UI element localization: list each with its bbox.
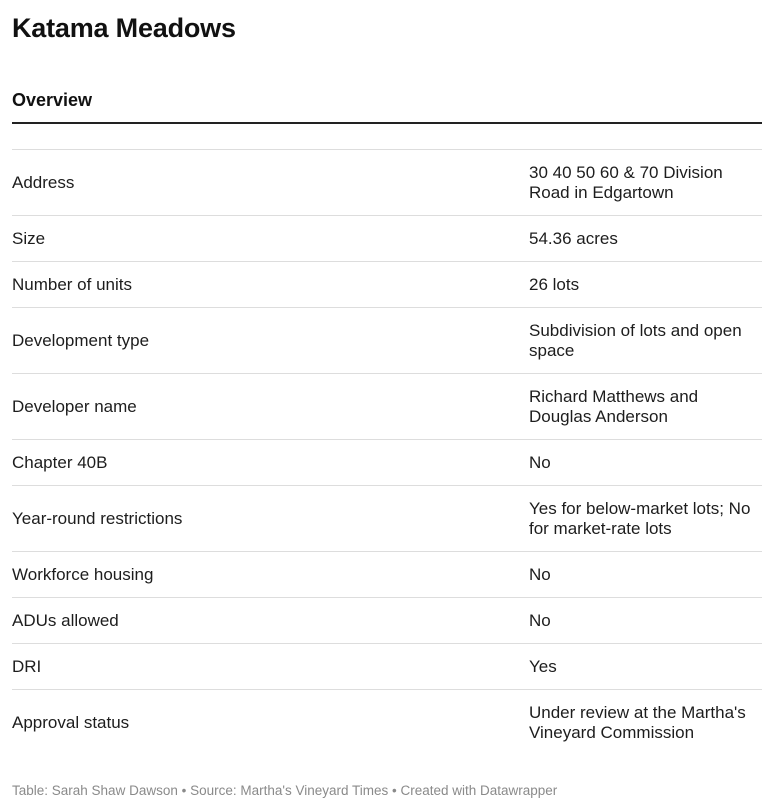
- column-header-overview: Overview: [12, 90, 93, 110]
- table-row: [12, 690, 762, 756]
- row-label: Chapter 40B: [12, 452, 108, 472]
- row-value: Yes for below-market lots; No for market-rate lots: [529, 498, 751, 538]
- table-row: [12, 374, 762, 440]
- table-footer-credits: Table: Sarah Shaw Dawson • Source: Martha's Vineyard Times • Created with Datawrapper: [12, 783, 558, 798]
- table-row: [12, 440, 762, 486]
- table-row: [12, 150, 762, 216]
- row-value: No: [529, 452, 551, 472]
- row-value: No: [529, 610, 551, 630]
- row-value: 54.36 acres: [529, 228, 618, 248]
- page-title: Katama Meadows: [12, 13, 236, 43]
- row-label: Size: [12, 228, 46, 248]
- table-row: [12, 598, 762, 644]
- table-header-spacer: [12, 124, 762, 150]
- row-label: Developer name: [12, 396, 137, 416]
- row-value: Subdivision of lots and open space: [529, 320, 742, 360]
- row-value: Under review at the Martha's Vineyard Commission: [529, 703, 746, 742]
- row-label: Address: [12, 172, 75, 192]
- row-label: Workforce housing: [12, 564, 154, 584]
- row-value: 26 lots: [529, 274, 580, 294]
- table-row: [12, 552, 762, 598]
- row-label: Number of units: [12, 274, 132, 294]
- table-row: [12, 644, 762, 690]
- row-label: Year-round restrictions: [12, 508, 183, 528]
- table-row: [12, 262, 762, 308]
- row-value: 30 40 50 60 & 70 Division Road in Edgartown: [529, 162, 723, 202]
- row-label: Development type: [12, 330, 150, 350]
- row-label: Approval status: [12, 713, 130, 732]
- row-value: No: [529, 564, 551, 584]
- table-row: [12, 216, 762, 262]
- table-row: [12, 308, 762, 374]
- row-value: Richard Matthews and Douglas Anderson: [529, 386, 699, 426]
- table-row: [12, 486, 762, 552]
- row-label: ADUs allowed: [12, 610, 119, 630]
- row-label: DRI: [12, 656, 42, 676]
- row-value: Yes: [529, 656, 557, 676]
- table-header: [12, 80, 762, 124]
